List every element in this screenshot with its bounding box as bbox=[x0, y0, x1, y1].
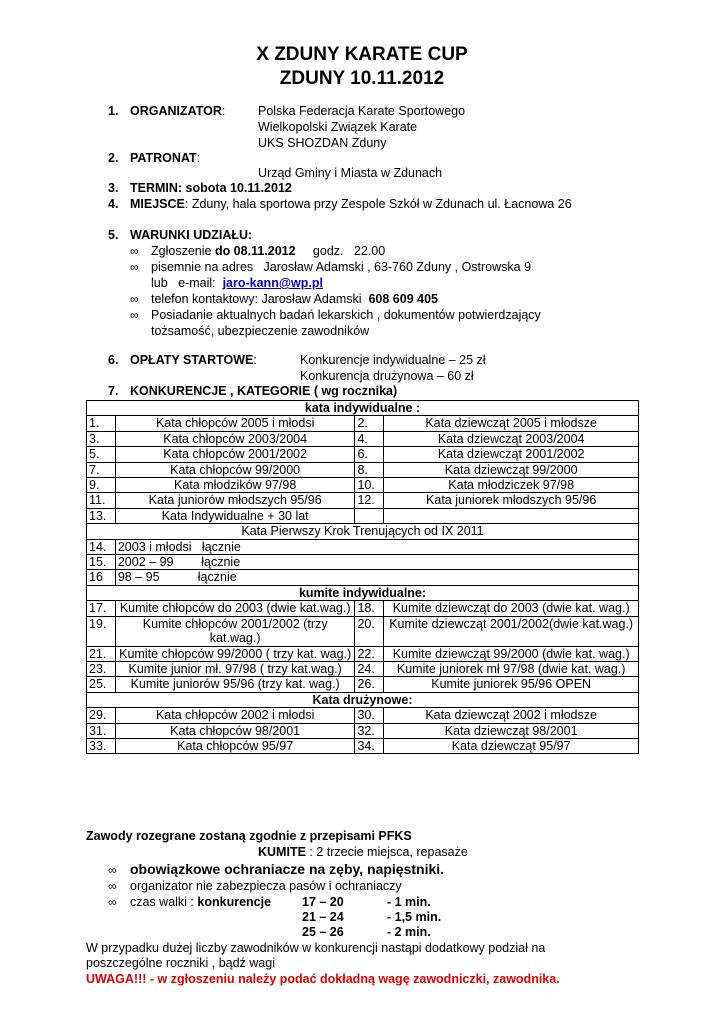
table-row bbox=[87, 493, 639, 508]
registration-deadline bbox=[151, 244, 385, 258]
table-row bbox=[87, 447, 639, 462]
organizer-number: 1. bbox=[108, 104, 119, 118]
category-number: 9. bbox=[87, 478, 116, 493]
category-number: 34. bbox=[355, 738, 384, 753]
category-name: Kumite juniorek 95/96 OPEN bbox=[384, 677, 639, 692]
email-line bbox=[151, 276, 323, 290]
competitions-table-body bbox=[87, 401, 639, 754]
category-name: 98 – 95 łącznie bbox=[115, 570, 638, 585]
table-row bbox=[87, 431, 639, 446]
table-row bbox=[87, 661, 639, 676]
fight-time-label bbox=[130, 895, 271, 909]
patron-heading bbox=[130, 151, 200, 165]
category-name bbox=[384, 508, 639, 523]
category-number: 4. bbox=[355, 431, 384, 446]
category-name: Kumite chłopców 2001/2002 (trzy kat.wag.) bbox=[115, 616, 355, 646]
table-row bbox=[87, 462, 639, 477]
organizer-colon: : bbox=[221, 104, 226, 118]
category-name: Kata Indywidualne + 30 lat bbox=[115, 508, 355, 523]
category-name: Kata dziewcząt 2002 i młodsze bbox=[384, 708, 639, 723]
category-number: 25. bbox=[87, 677, 116, 692]
fees-heading bbox=[130, 353, 257, 367]
category-number: 12. bbox=[355, 493, 384, 508]
rules-line: Zawody rozegrane zostaną zgodnie z przepisami PFKS bbox=[86, 829, 412, 843]
place-label: MIEJSCE bbox=[130, 197, 185, 211]
bullet-icon: ∞ bbox=[130, 260, 139, 274]
fees-label: OPŁATY STARTOWE bbox=[130, 353, 254, 367]
category-name: Kata dziewcząt 2001/2002 bbox=[384, 447, 639, 462]
title-line-1: X ZDUNY KARATE CUP bbox=[256, 44, 468, 65]
time-dur-3: - 2 min. bbox=[387, 925, 431, 939]
conditions-label: WARUNKI UDZIAŁU: bbox=[130, 228, 253, 242]
kumite-label: KUMITE bbox=[258, 845, 306, 859]
category-number: 30. bbox=[355, 708, 384, 723]
competitions-label: KONKURENCJE , KATEGORIE ( wg rocznika) bbox=[130, 384, 398, 398]
category-name: Kata młodziczek 97/98 bbox=[384, 478, 639, 493]
category-name: Kata dziewcząt 2005 i młodsze bbox=[384, 416, 639, 431]
bullet-icon: ∞ bbox=[130, 308, 139, 322]
time-dur-1: - 1 min. bbox=[387, 895, 431, 909]
category-name: Kumite dziewcząt 2001/2002(dwie kat.wag.) bbox=[384, 616, 639, 646]
patron-colon: : bbox=[196, 151, 201, 165]
category-number: 11. bbox=[87, 493, 116, 508]
category-number: 26. bbox=[355, 677, 384, 692]
category-name: Kata chłopców 95/97 bbox=[115, 738, 355, 753]
category-number: 5. bbox=[87, 447, 116, 462]
mandatory-protectors: obowiązkowe ochraniacze na zęby, napięstniki. bbox=[130, 861, 445, 877]
kata-team-header: Kata drużynowe: bbox=[87, 692, 639, 707]
category-number: 32. bbox=[355, 723, 384, 738]
patron-label: PATRONAT bbox=[130, 151, 197, 165]
category-number bbox=[355, 508, 384, 523]
category-name: Kata dziewcząt 2003/2004 bbox=[384, 431, 639, 446]
time-range-2: 21 – 24 bbox=[302, 910, 344, 924]
term-text: TERMIN: sobota 10.11.2012 bbox=[130, 181, 292, 195]
organizer-note: organizator nie zabezpiecza pasów i ochraniaczy bbox=[130, 879, 402, 893]
category-number: 13. bbox=[87, 508, 116, 523]
bullet-icon: ∞ bbox=[130, 292, 139, 306]
category-name: Kata juniorów młodszych 95/96 bbox=[115, 493, 355, 508]
category-number: 23. bbox=[87, 661, 116, 676]
table-section-header bbox=[87, 692, 639, 707]
term-number: 3. bbox=[108, 181, 119, 195]
kumite-text: : 2 trzecie miejsca, repasaże bbox=[305, 845, 468, 859]
category-name: Kumite juniorek mł 97/98 (dwie kat. wag.) bbox=[384, 661, 639, 676]
table-row bbox=[87, 416, 639, 431]
category-name: Kumite dziewcząt do 2003 (dwie kat. wag.) bbox=[384, 601, 639, 616]
email-pre: lub e-mail: bbox=[151, 276, 223, 290]
organizer-line-1: Polska Federacja Karate Sportowego bbox=[258, 104, 466, 118]
bullet-icon: ∞ bbox=[108, 863, 117, 877]
category-number: 15. bbox=[87, 555, 116, 570]
phone-pre: telefon kontaktowy: Jarosław Adamski bbox=[151, 292, 369, 306]
organizer-label: ORGANIZATOR bbox=[130, 104, 222, 118]
category-name: Kumite junior mł. 97/98 ( trzy kat.wag.) bbox=[115, 661, 355, 676]
category-number: 8. bbox=[355, 462, 384, 477]
fees-number: 6. bbox=[108, 353, 119, 367]
phone-line bbox=[151, 292, 438, 306]
documents-line-2: tożsamość, ubezpieczenie zawodników bbox=[151, 324, 370, 338]
fight-time-pre: czas walki : bbox=[130, 895, 198, 909]
bullet-icon: ∞ bbox=[108, 879, 117, 893]
table-row bbox=[87, 616, 639, 646]
category-number: 20. bbox=[355, 616, 384, 646]
category-number: 19. bbox=[87, 616, 116, 646]
kumite-line bbox=[258, 845, 468, 859]
competitions-number: 7. bbox=[108, 384, 119, 398]
title-line-2: ZDUNY 10.11.2012 bbox=[279, 68, 445, 89]
table-section-header bbox=[87, 585, 639, 600]
category-number: 2. bbox=[355, 416, 384, 431]
table-row bbox=[87, 508, 639, 523]
category-number: 29. bbox=[87, 708, 116, 723]
division-note-2: poszczególne roczniki , bądź wagi bbox=[86, 956, 275, 970]
weight-warning: UWAGA!!! - w zgłoszeniu należy podać dokładną wagę zawodniczki, zawodnika. bbox=[86, 972, 560, 986]
registration-time: godz. 22.00 bbox=[295, 244, 386, 258]
table-row bbox=[87, 708, 639, 723]
category-name: Kata chłopców 2003/2004 bbox=[115, 431, 355, 446]
organizer-line-3: UKS SHOZDAN Zduny bbox=[258, 136, 387, 150]
category-name: Kata juniorek młodszych 95/96 bbox=[384, 493, 639, 508]
table-section-header bbox=[87, 401, 639, 416]
category-number: 17. bbox=[87, 601, 116, 616]
fees-team: Konkurencja drużynowa – 60 zł bbox=[300, 369, 474, 383]
email-link[interactable]: jaro-kann@wp.pl bbox=[222, 276, 323, 290]
place-line bbox=[130, 197, 572, 211]
table-row bbox=[87, 677, 639, 692]
registration-pre: Zgłoszenie bbox=[151, 244, 215, 258]
category-name: Kata dziewcząt 99/2000 bbox=[384, 462, 639, 477]
category-name: Kata dziewcząt 98/2001 bbox=[384, 723, 639, 738]
category-name: Kata chłopców 2001/2002 bbox=[115, 447, 355, 462]
bullet-icon: ∞ bbox=[108, 895, 117, 909]
patron-line: Urząd Gminy i Miasta w Zdunach bbox=[258, 166, 443, 180]
division-note-1: W przypadku dużej liczby zawodników w konkurencji nastąpi dodatkowy podział na bbox=[86, 941, 546, 955]
category-name: Kata młodzików 97/98 bbox=[115, 478, 355, 493]
category-name: Kata dziewcząt 95/97 bbox=[384, 738, 639, 753]
category-number: 31. bbox=[87, 723, 116, 738]
fees-colon: : bbox=[253, 353, 257, 367]
category-name: Kata chłopców 99/2000 bbox=[115, 462, 355, 477]
patron-number: 2. bbox=[108, 151, 119, 165]
table-row bbox=[87, 646, 639, 661]
category-number: 24. bbox=[355, 661, 384, 676]
category-number: 33. bbox=[87, 738, 116, 753]
category-name: Kumite chłopców 99/2000 ( trzy kat. wag.) bbox=[115, 646, 355, 661]
first-step-header: Kata Pierwszy Krok Trenujących od IX 2011 bbox=[87, 524, 639, 539]
registration-date: do 08.11.2012 bbox=[214, 244, 296, 258]
category-number: 6. bbox=[355, 447, 384, 462]
kumite-individual-header: kumite indywidualne: bbox=[87, 585, 639, 600]
bullet-icon: ∞ bbox=[130, 244, 139, 258]
table-row bbox=[87, 570, 639, 585]
category-name: Kata chłopców 2005 i młodsi bbox=[115, 416, 355, 431]
fees-individual: Konkurencje indywidualne – 25 zł bbox=[300, 353, 486, 367]
table-row bbox=[87, 723, 639, 738]
category-name: Kumite chłopców do 2003 (dwie kat.wag.) bbox=[115, 601, 355, 616]
time-range-1: 17 – 20 bbox=[302, 895, 344, 909]
category-name: Kata chłopców 98/2001 bbox=[115, 723, 355, 738]
category-number: 16 bbox=[87, 570, 116, 585]
category-name: Kata chłopców 2002 i młodsi bbox=[115, 708, 355, 723]
place-number: 4. bbox=[108, 197, 119, 211]
category-name: Kumite dziewcząt 99/2000 (dwie kat. wag.) bbox=[384, 646, 639, 661]
table-row bbox=[87, 478, 639, 493]
table-row bbox=[87, 539, 639, 554]
category-name: 2003 i młodsi łącznie bbox=[115, 539, 638, 554]
table-row bbox=[87, 601, 639, 616]
kata-individual-header: kata indywidualne : bbox=[87, 401, 639, 416]
postal-address: pisemnie na adres Jarosław Adamski , 63-760 Zduny , Ostrowska 9 bbox=[151, 260, 532, 274]
category-number: 10. bbox=[355, 478, 384, 493]
category-number: 18. bbox=[355, 601, 384, 616]
phone-number: 608 609 405 bbox=[368, 292, 438, 306]
organizer-line-2: Wielkopolski Związek Karate bbox=[258, 120, 418, 134]
category-number: 14. bbox=[87, 539, 116, 554]
time-range-3: 25 – 26 bbox=[302, 925, 344, 939]
documents-line-1: Posiadanie aktualnych badań lekarskich , dokumentów potwierdzający bbox=[151, 308, 541, 322]
table-section-header bbox=[87, 524, 639, 539]
category-name: 2002 – 99 łącznie bbox=[115, 555, 638, 570]
fight-time-bold: konkurencje bbox=[197, 895, 272, 909]
category-name: Kumite juniorów 95/96 (trzy kat. wag.) bbox=[115, 677, 355, 692]
competitions-table bbox=[86, 400, 639, 754]
category-number: 3. bbox=[87, 431, 116, 446]
organizer-heading bbox=[130, 104, 225, 118]
category-number: 7. bbox=[87, 462, 116, 477]
category-number: 21. bbox=[87, 646, 116, 661]
table-row bbox=[87, 555, 639, 570]
conditions-number: 5. bbox=[108, 228, 119, 242]
time-dur-2: - 1,5 min. bbox=[387, 910, 442, 924]
table-row bbox=[87, 738, 639, 753]
category-number: 1. bbox=[87, 416, 116, 431]
place-text: : Zduny, hala sportowa przy Zespole Szkół w Zdunach ul. Łacnowa 26 bbox=[184, 197, 572, 211]
category-number: 22. bbox=[355, 646, 384, 661]
